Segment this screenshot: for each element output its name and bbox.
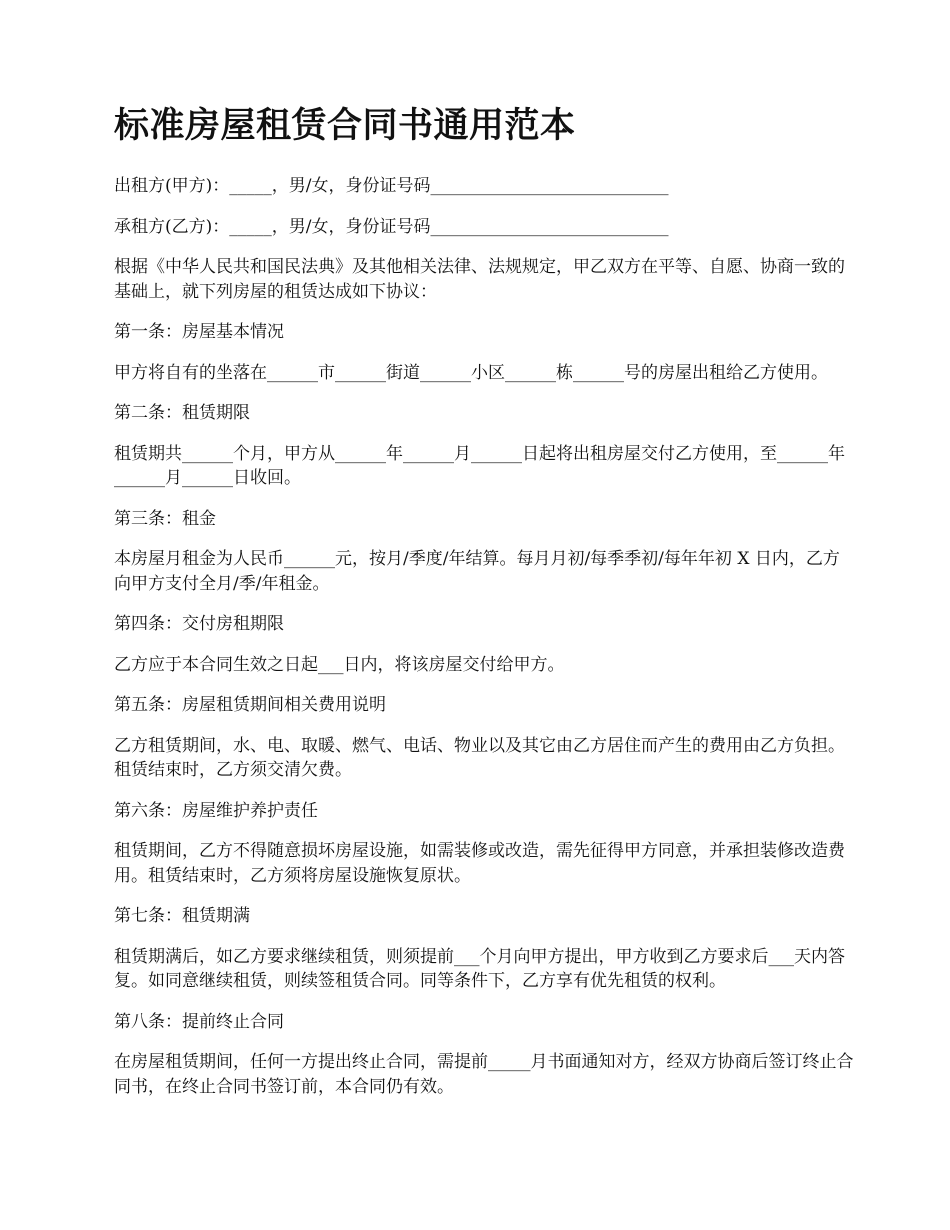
document-title: 标准房屋租赁合同书通用范本 [114, 106, 576, 146]
preamble-paragraph: 根据《中华人民共和国民法典》及其他相关法律、法规规定，甲乙双方在平等、自愿、协商一致的基础上，就下列房屋的租赁达成如下协议： [114, 257, 845, 302]
party-a-line: 出租方(甲方)：_____，男/女，身份证号码____________________________ [114, 176, 669, 196]
article-3-body: 本房屋月租金为人民币______元，按月/季度/年结算。每月月初/每季季初/每年年初 X 日内，乙方向甲方支付全月/季/年租金。 [114, 549, 840, 594]
article-6-body: 租赁期间，乙方不得随意损坏房屋设施，如需装修或改造，需先征得甲方同意，并承担装修改造费用。租赁结束时，乙方须将房屋设施恢复原状。 [114, 841, 845, 886]
article-8-heading: 第八条：提前终止合同 [114, 1011, 284, 1032]
article-6-heading: 第六条：房屋维护养护责任 [114, 800, 318, 821]
document-page [114, 100, 854, 1115]
article-5-heading: 第五条：房屋租赁期间相关费用说明 [114, 695, 386, 715]
article-2-heading: 第二条：租赁期限 [114, 403, 250, 423]
article-1-heading: 第一条：房屋基本情况 [114, 322, 284, 342]
article-3-heading: 第三条：租金 [114, 508, 216, 529]
article-2-body: 租赁期共______个月，甲方从______年______月______日起将出租房屋交付乙方使用，至______年______月______日收回。 [114, 443, 845, 488]
article-7-body: 租赁期满后，如乙方要求继续租赁，则须提前___个月向甲方提出，甲方收到乙方要求后___天内答复。如同意继续租赁，则续签租赁合同。同等条件下，乙方享有优先租赁的权利。 [114, 946, 845, 991]
article-1-body: 甲方将自有的坐落在______市______街道______小区______栋______号的房屋出租给乙方使用。 [114, 362, 828, 383]
article-8-body: 在房屋租赁期间，任何一方提出终止合同，需提前_____月书面通知对方，经双方协商后签订终止合同书，在终止合同书签订前，本合同仍有效。 [114, 1052, 854, 1097]
article-7-heading: 第七条：租赁期满 [114, 906, 250, 926]
article-5-body: 乙方租赁期间，水、电、取暖、燃气、电话、物业以及其它由乙方居住而产生的费用由乙方负担。租赁结束时，乙方须交清欠费。 [114, 735, 845, 780]
article-4-body: 乙方应于本合同生效之日起___日内，将该房屋交付给甲方。 [114, 654, 565, 675]
article-4-heading: 第四条：交付房租期限 [114, 614, 284, 634]
party-b-line: 承租方(乙方)：_____，男/女，身份证号码____________________________ [114, 216, 669, 237]
